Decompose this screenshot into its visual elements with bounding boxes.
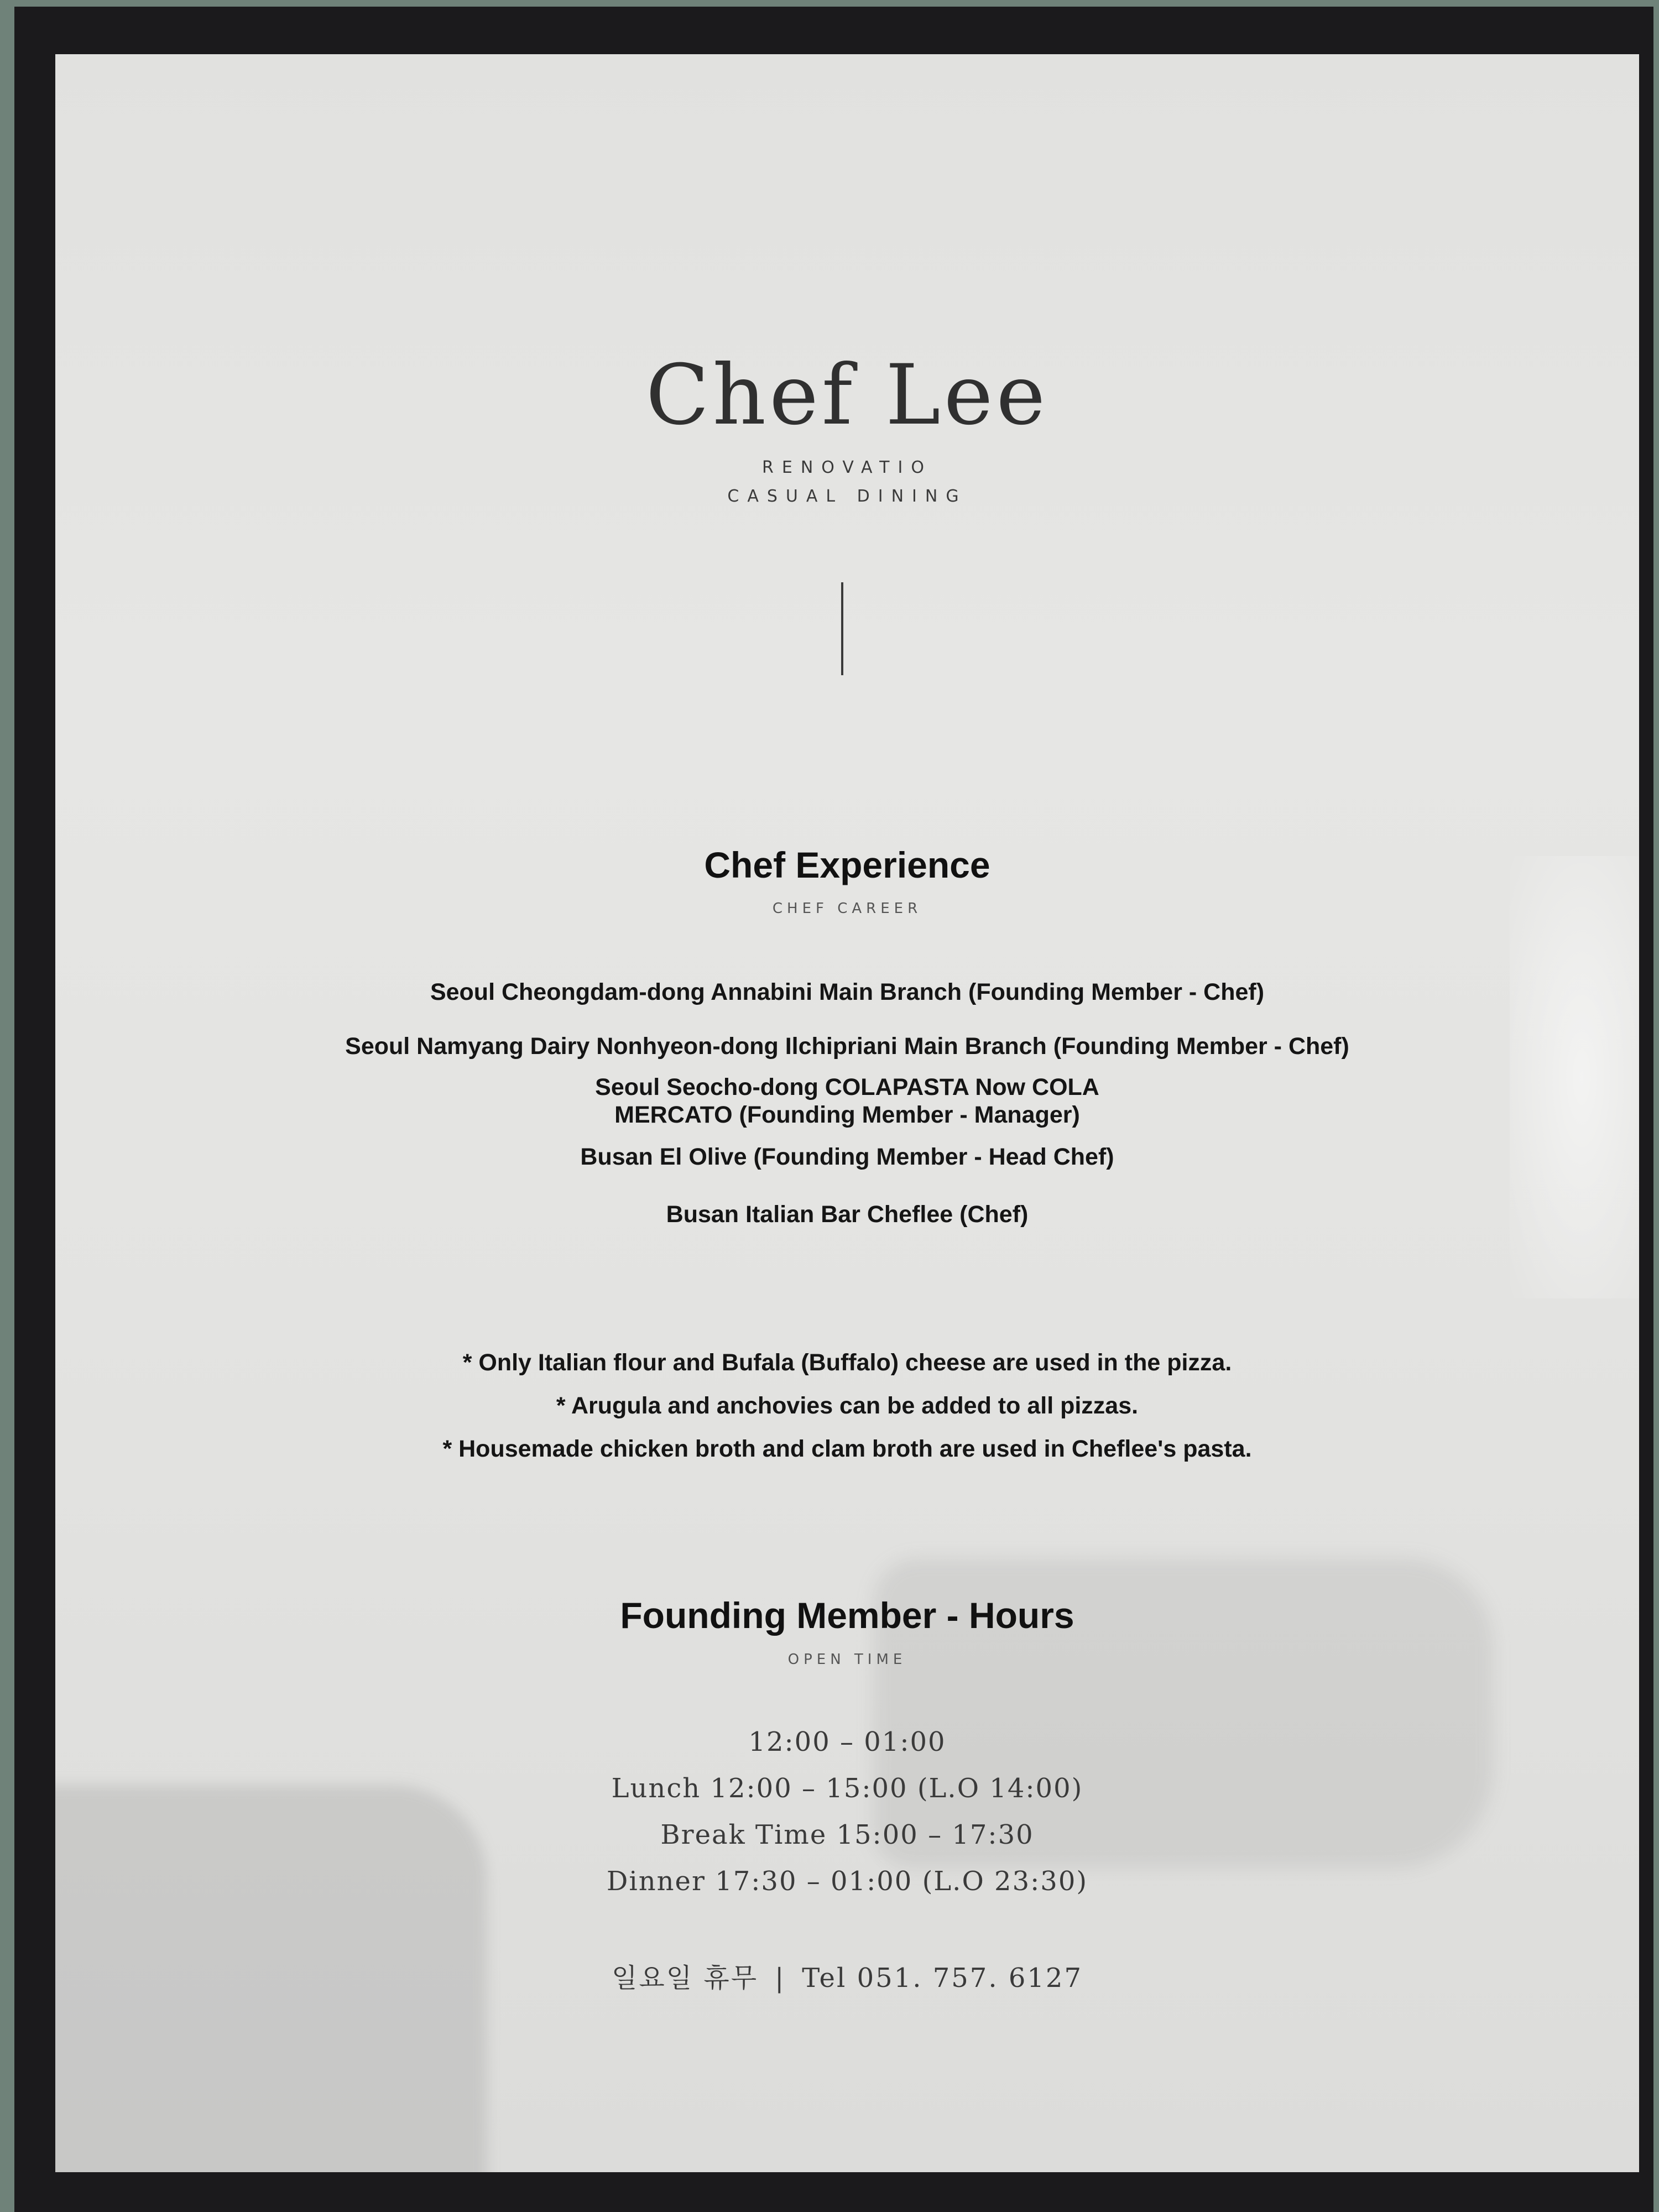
experience-title: Chef Experience: [704, 844, 990, 885]
logo-subtitle-renovatio: RENOVATIO: [762, 458, 932, 477]
career-item: Busan El Olive (Founding Member - Head Chef): [580, 1144, 1114, 1170]
career-item: Busan Italian Bar Cheflee (Chef): [666, 1201, 1029, 1228]
menu-content: [55, 54, 1639, 2172]
menu-note: * Arugula and anchovies can be added to all pizzas.: [556, 1392, 1139, 1419]
restaurant-logo-title: Chef Lee: [645, 347, 1049, 444]
career-item: Seoul Namyang Dairy Nonhyeon-dong Ilchipriani Main Branch (Founding Member - Chef): [345, 1033, 1349, 1060]
hours-line: Dinner 17:30 – 01:00 (L.O 23:30): [606, 1866, 1088, 1897]
closed-day-text: 일요일 휴무: [611, 1963, 759, 1994]
hours-line: Lunch 12:00 – 15:00 (L.O 14:00): [611, 1773, 1083, 1804]
hours-subtitle: OPEN TIME: [787, 1651, 907, 1668]
logo-subtitle-casual-dining: CASUAL DINING: [727, 487, 967, 506]
menu-frame: [14, 7, 1653, 2212]
hours-title: Founding Member - Hours: [620, 1595, 1074, 1636]
hours-line: Break Time 15:00 – 17:30: [660, 1819, 1034, 1850]
menu-sheet: [55, 54, 1639, 2172]
menu-note: * Housemade chicken broth and clam broth are used in Cheflee's pasta.: [442, 1436, 1252, 1462]
separator: |: [775, 1963, 786, 1994]
menu-note: * Only Italian flour and Bufala (Buffalo) cheese are used in the pizza.: [462, 1349, 1232, 1376]
contact-line: [55, 1957, 1639, 1995]
career-item: Seoul Cheongdam-dong Annabini Main Branch (Founding Member - Chef): [430, 979, 1265, 1005]
experience-subtitle: CHEF CAREER: [772, 900, 922, 917]
career-item: Seoul Seocho-dong COLAPASTA Now COLA: [595, 1074, 1099, 1100]
hours-line: 12:00 – 01:00: [748, 1726, 946, 1757]
career-item: MERCATO (Founding Member - Manager): [614, 1102, 1080, 1128]
vertical-divider: [841, 582, 843, 675]
telephone-text: Tel 051. 757. 6127: [802, 1963, 1083, 1994]
